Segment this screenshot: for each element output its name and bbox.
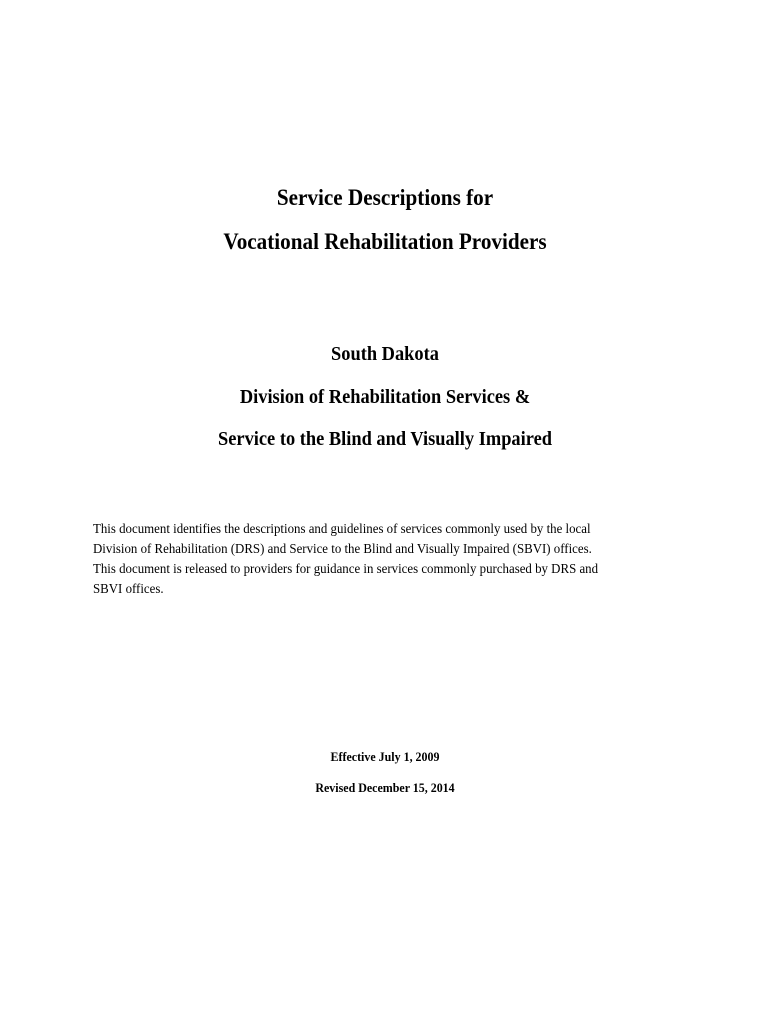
intro-line: Division of Rehabilitation (DRS) and Service to the Blind and Visually Impaired (SBVI) offices. bbox=[93, 542, 592, 557]
agency-state: South Dakota bbox=[331, 343, 439, 365]
intro-paragraph bbox=[93, 520, 693, 600]
document-title-line-2: Vocational Rehabilitation Providers bbox=[223, 229, 547, 254]
agency-division: Division of Rehabilitation Services & bbox=[239, 386, 531, 408]
intro-line: This document identifies the descriptions and guidelines of services commonly used by the local bbox=[93, 522, 591, 537]
effective-date: Effective July 1, 2009 bbox=[330, 749, 440, 764]
document-title-line-1: Service Descriptions for bbox=[276, 185, 494, 210]
intro-line: SBVI offices. bbox=[93, 582, 164, 597]
revised-date: Revised December 15, 2014 bbox=[315, 780, 455, 795]
intro-line: This document is released to providers for guidance in services commonly purchased by DRS and bbox=[93, 562, 599, 577]
agency-service: Service to the Blind and Visually Impaired bbox=[218, 428, 552, 450]
